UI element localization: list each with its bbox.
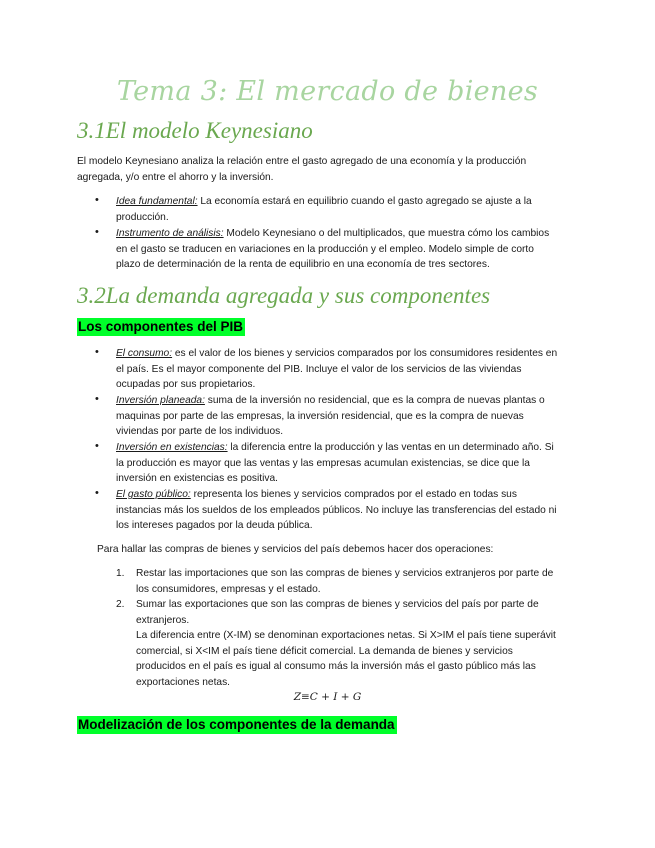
item-text: suma de la inversión no residencial, que es la compra de nuevas plantas o xyxy=(204,395,545,406)
step-number: 2. xyxy=(116,599,125,610)
step-number: 1. xyxy=(116,568,125,579)
list-item xyxy=(116,226,549,273)
intro-paragraph xyxy=(77,154,526,185)
intro-line: El modelo Keynesiano analiza la relación entre el gasto agregado de una economía y la producción xyxy=(77,156,527,167)
section-heading-3-1: 3.1El modelo Keynesiano xyxy=(77,118,313,143)
list-item xyxy=(116,194,532,225)
term-label: El consumo: xyxy=(116,348,173,359)
subheading-highlight-2: Modelización de los componentes de la demanda xyxy=(78,717,395,732)
item-text: inversión en existencias es positiva. xyxy=(116,473,278,485)
bullet-icon: • xyxy=(95,393,99,405)
step-text: comercial, si X<IM el país tiene déficit comercial. La demanda de bienes y servicios xyxy=(136,645,513,657)
bullet-icon: • xyxy=(95,487,99,499)
step-text: Sumar las exportaciones que son las compras de bienes y servicios del país por parte de xyxy=(136,599,539,610)
item-text: la producción es mayor que las ventas y las empresas acumulan existencias, se dice que la xyxy=(116,457,530,469)
step-text: exportaciones netas. xyxy=(136,676,231,688)
bullet-icon: • xyxy=(95,194,99,206)
step-text: La diferencia entre (X-IM) se denominan exportaciones netas. Si X>IM el país tiene superávit xyxy=(136,630,556,642)
item-text: ocupadas por sus propietarios. xyxy=(116,379,256,391)
list-item xyxy=(116,440,554,487)
bullet-icon: • xyxy=(95,440,99,452)
item-text: la diferencia entre la producción y las ventas en un determinado año. Si xyxy=(227,442,554,453)
item-text: instancias más los sueldos de los empleados públicos. No incluye las transferencias del estado ni xyxy=(116,504,557,516)
step-item xyxy=(136,566,553,597)
step-text: producidos en el país es igual al consumo más la inversión más el gasto público más las xyxy=(136,661,536,673)
item-text: plazo de determinación de la renta de equilibrio en una economía de tres sectores. xyxy=(116,259,490,271)
list-item xyxy=(116,393,545,440)
section-heading-3-2: 3.2La demanda agregada y sus componentes xyxy=(77,283,491,308)
term-label: El gasto público: xyxy=(116,489,191,500)
item-text: producción. xyxy=(116,211,169,223)
item-text: es el valor de los bienes y servicios comparados por los consumidores residentes en xyxy=(172,348,558,359)
item-text: Modelo Keynesiano o del multiplicados, que muestra cómo los cambios xyxy=(223,228,550,239)
step-text: los consumidores, empresas y el estado. xyxy=(136,583,321,595)
intro-line: agregada, y/o entre el ahorro y la inversión. xyxy=(77,171,274,183)
item-text: los intereses pagados por la deuda pública. xyxy=(116,520,313,532)
subheading-highlight: Los componentes del PIB xyxy=(78,319,244,334)
term-label: Idea fundamental: xyxy=(116,196,198,207)
step-text: extranjeros. xyxy=(136,614,190,626)
item-text: La economía estará en equilibrio cuando el gasto agregado se ajuste a la xyxy=(197,196,532,207)
item-text: maquinas por parte de las empresas, la inversión residencial, que es la compra de nuevas xyxy=(116,410,524,422)
step-item xyxy=(136,597,556,691)
list-item xyxy=(116,346,557,393)
operations-paragraph: Para hallar las compras de bienes y servicios del país debemos hacer dos operaciones: xyxy=(97,544,494,555)
term-label: Inversión en existencias: xyxy=(116,442,228,453)
bullet-icon: • xyxy=(95,226,99,238)
item-text: representa los bienes y servicios comprados por el estado en todas sus xyxy=(190,489,517,500)
bullet-icon: • xyxy=(95,346,99,358)
item-text: en el gasto se traducen en variaciones en la producción y el empleo. Modelo simple de corto xyxy=(116,243,534,255)
equation: Z≡C + I + G xyxy=(293,691,362,703)
item-text: el país. Es el mayor componente del PIB. Incluye el valor de los servicios de las viviendas xyxy=(116,363,522,375)
list-item xyxy=(116,487,557,534)
term-label: Inversión planeada: xyxy=(116,395,205,406)
item-text: viviendas por parte de los individuos. xyxy=(116,426,284,438)
step-text: Restar las importaciones que son las compras de bienes y servicios extranjeros por parte de xyxy=(136,568,554,579)
page-title: Tema 3: El mercado de bienes xyxy=(116,76,539,107)
term-label: Instrumento de análisis: xyxy=(116,228,224,239)
